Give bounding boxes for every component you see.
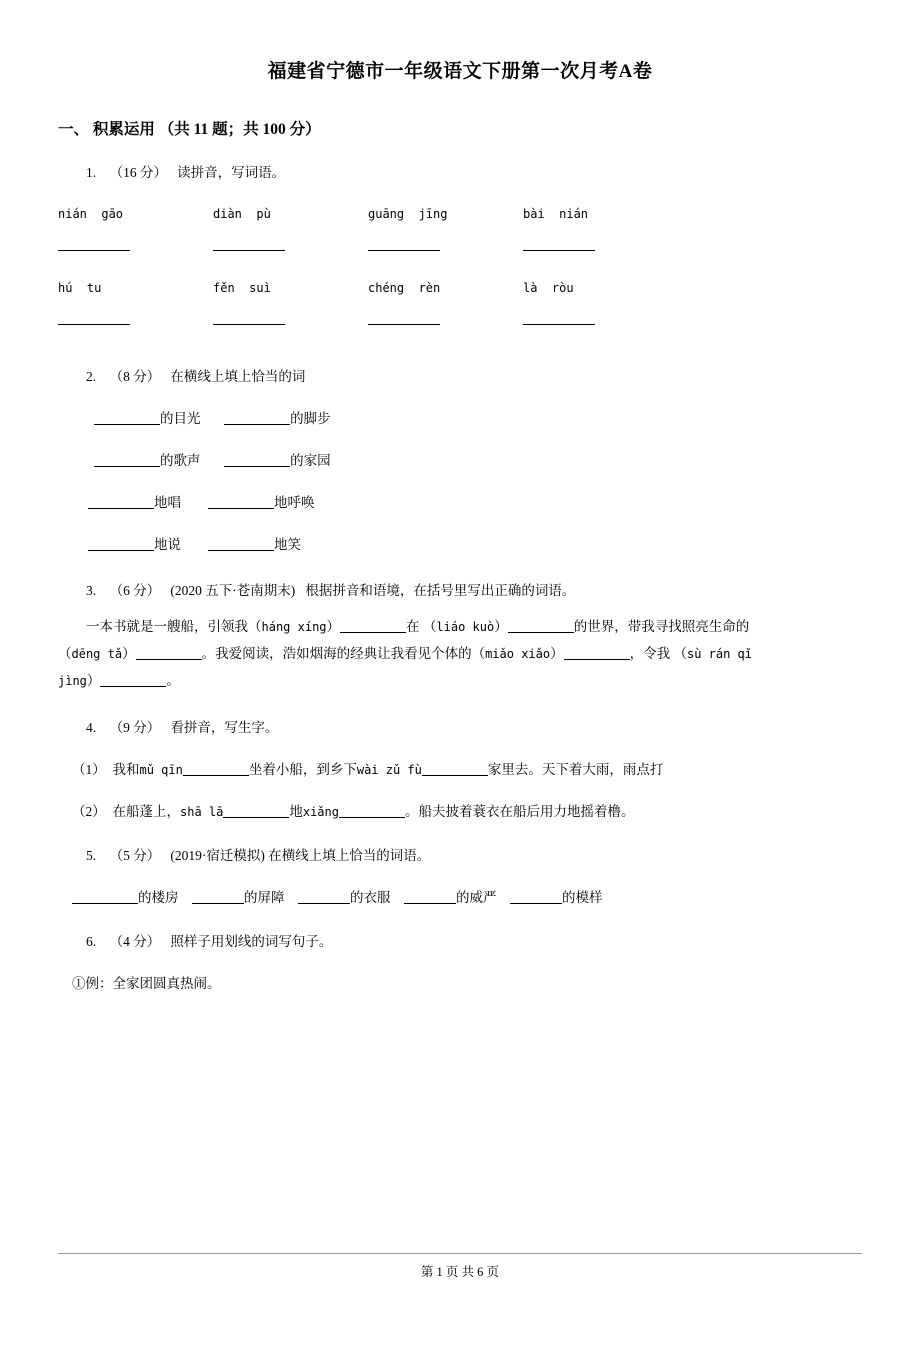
question-4-prompt <box>86 716 862 736</box>
pinyin-xiang: xiǎng <box>302 805 339 819</box>
question-4-sub-1 <box>72 758 862 778</box>
q3-text-f: （ <box>58 646 72 661</box>
q3-pinyin-miaoxiao: miǎo xiǎo <box>485 647 551 661</box>
question-2-number: 2. <box>86 369 97 384</box>
answer-blank[interactable] <box>224 411 290 425</box>
footer-divider <box>58 1253 862 1254</box>
question-6-prompt <box>86 930 862 950</box>
pinyin-item: diàn pù <box>213 207 271 221</box>
pinyin-waizufu: wài zǔ fù <box>356 763 422 777</box>
answer-blank[interactable] <box>404 890 456 904</box>
page-footer <box>0 1253 920 1280</box>
sub-label: （2） <box>72 804 106 819</box>
fill-label: 的模样 <box>562 890 603 905</box>
q3-text-b: ） <box>326 619 341 634</box>
fill-in-item <box>94 407 201 427</box>
question-5-score: （5 分） <box>109 848 161 863</box>
pinyin-shala: shā lā <box>180 805 224 819</box>
fill-label: 的屏障 <box>244 890 285 905</box>
fill-in-item <box>88 491 181 511</box>
fill-in-item <box>88 533 181 553</box>
answer-blank[interactable] <box>94 453 160 467</box>
page-title: 福建省宁德市一年级语文下册第一次月考A卷 <box>267 61 653 82</box>
fill-label: 的衣服 <box>350 890 391 905</box>
fill-label: 地笑 <box>274 537 301 552</box>
answer-blank[interactable] <box>72 890 138 904</box>
answer-blank[interactable] <box>564 646 630 660</box>
question-2-score: （8 分） <box>109 369 161 384</box>
fill-in-item <box>404 886 497 906</box>
q3-text-d: ） <box>494 619 508 634</box>
question-4-number: 4. <box>86 720 97 735</box>
fill-label: 的楼房 <box>138 890 179 905</box>
fill-in-item <box>224 449 331 469</box>
sub-label: （1） <box>72 762 106 777</box>
fill-label: 的威严 <box>456 890 497 905</box>
sub-text-a: 在船蓬上， <box>112 804 180 819</box>
pinyin-muqin: mǔ qīn <box>139 763 183 777</box>
question-3-source: (2020 五下·苍南期末) <box>170 583 296 598</box>
fill-label: 的家园 <box>290 453 331 468</box>
fill-in-item <box>510 886 603 906</box>
pinyin-row-2 <box>58 281 862 297</box>
answer-blank[interactable] <box>368 249 440 251</box>
question-2-row-3 <box>88 491 862 511</box>
q3-text-g: ） <box>122 646 136 661</box>
q3-pinyin-hangxing: háng xíng <box>261 620 327 634</box>
sub-text-c: 家里去。天下着大雨，雨点打 <box>487 762 664 777</box>
pinyin-row-1 <box>58 207 862 223</box>
answer-blank[interactable] <box>213 323 285 325</box>
section-heading: 一、 积累运用 （共 11 题；共 100 分） <box>58 121 321 138</box>
answer-blank[interactable] <box>192 890 244 904</box>
pinyin-item: bài nián <box>523 207 589 221</box>
question-5-prompt <box>86 844 862 864</box>
q3-text-a: 一本书就是一艘船，引领我（ <box>86 619 262 634</box>
fill-label: 的目光 <box>160 411 201 426</box>
fill-in-item <box>208 533 301 553</box>
fill-label: 地唱 <box>154 495 181 510</box>
fill-label: 的歌声 <box>160 453 201 468</box>
pinyin-item: guāng jīng <box>368 207 448 221</box>
question-1-number: 1. <box>86 165 97 180</box>
sub-text-c: 。船夫披着蓑衣在船后用力地摇着橹。 <box>404 804 635 819</box>
question-1-prompt <box>86 161 862 181</box>
q3-text-e: 的世界，带我寻找照亮生命的 <box>573 619 750 634</box>
answer-blank[interactable] <box>510 890 562 904</box>
fill-in-item <box>192 886 285 906</box>
q3-pinyin-dengta: dēng tǎ <box>71 647 123 661</box>
answer-blank[interactable] <box>368 323 440 325</box>
answer-blank[interactable] <box>523 249 595 251</box>
question-4-score: （9 分） <box>109 720 161 735</box>
answer-blank[interactable] <box>136 646 202 660</box>
q3-text-h: 。我爱阅读，浩如烟海的经典让我看见个体的（ <box>201 646 486 661</box>
answer-blank[interactable] <box>94 411 160 425</box>
fill-in-item <box>224 407 331 427</box>
pinyin-item: hú tu <box>58 281 102 295</box>
q3-text-l: 。 <box>166 673 180 688</box>
answer-blank[interactable] <box>58 249 130 251</box>
question-2-prompt <box>86 365 862 385</box>
page-number: 第 1 页 共 6 页 <box>420 1265 500 1279</box>
question-1-text: 读拼音，写词语。 <box>177 165 286 180</box>
answer-blank[interactable] <box>224 453 290 467</box>
answer-blank[interactable] <box>422 762 488 776</box>
answer-blank[interactable] <box>298 890 350 904</box>
sub-text-a: 我和 <box>112 762 140 777</box>
fill-in-item <box>72 886 179 906</box>
answer-blank[interactable] <box>183 762 249 776</box>
sub-text-b: 地 <box>289 804 303 819</box>
answer-blank-row-2 <box>58 323 862 337</box>
document-page <box>0 56 920 1358</box>
question-3-score: （6 分） <box>109 583 161 598</box>
answer-blank[interactable] <box>339 804 405 818</box>
question-3-body-cont <box>58 640 862 667</box>
q3-text-k: ） <box>86 673 101 688</box>
fill-label: 地说 <box>154 537 181 552</box>
answer-blank[interactable] <box>340 619 406 633</box>
question-4-sub-2 <box>72 800 862 820</box>
answer-blank-row-1 <box>58 249 862 263</box>
answer-blank[interactable] <box>88 495 154 509</box>
answer-blank[interactable] <box>100 673 166 687</box>
question-6-example <box>72 972 862 992</box>
question-3-body <box>86 613 862 640</box>
question-6-score: （4 分） <box>109 934 161 949</box>
answer-blank[interactable] <box>523 323 595 325</box>
question-2-row-1 <box>94 407 862 427</box>
fill-label: 地呼唤 <box>274 495 315 510</box>
answer-blank[interactable] <box>508 619 574 633</box>
answer-blank[interactable] <box>208 537 274 551</box>
q3-text-c: 在 （ <box>406 619 437 634</box>
q3-pinyin-liaokuo: liáo kuò <box>436 620 495 634</box>
question-6-text: 照样子用划线的词写句子。 <box>170 934 333 949</box>
question-6-number: 6. <box>86 934 97 949</box>
question-2-row-4 <box>88 533 862 553</box>
question-2-text: 在横线上填上恰当的词 <box>170 369 306 384</box>
question-3-body-cont2 <box>58 667 862 694</box>
question-5-number: 5. <box>86 848 97 863</box>
question-5-fill-row <box>72 886 862 906</box>
question-4-text: 看拼音，写生字。 <box>170 720 279 735</box>
question-3-text: 根据拼音和语境，在括号里写出正确的词语。 <box>305 583 576 598</box>
pinyin-item: chéng rèn <box>368 281 441 295</box>
pinyin-item: fěn suì <box>213 281 271 295</box>
answer-blank[interactable] <box>88 537 154 551</box>
q3-pinyin-suranqijing: sù rán qǐ <box>686 647 753 661</box>
fill-in-item <box>208 491 315 511</box>
answer-blank[interactable] <box>223 804 289 818</box>
q3-text-i: ） <box>550 646 564 661</box>
fill-in-item <box>94 449 201 469</box>
question-3-number: 3. <box>86 583 97 598</box>
question-3-prompt <box>86 579 862 599</box>
q3-pinyin-jing: jìng <box>58 674 87 688</box>
question-2-row-2 <box>94 449 862 469</box>
pinyin-item: nián gāo <box>58 207 124 221</box>
question-5-source: (2019·宿迁模拟) <box>170 848 265 863</box>
fill-in-item <box>298 886 391 906</box>
fill-label: 的脚步 <box>290 411 331 426</box>
answer-blank[interactable] <box>208 495 274 509</box>
answer-blank[interactable] <box>58 323 130 325</box>
pinyin-item: là ròu <box>523 281 574 295</box>
answer-blank[interactable] <box>213 249 285 251</box>
q3-text-j: ，令我 （ <box>629 646 687 661</box>
sub-text-b: 坐着小船，到乡下 <box>248 762 357 777</box>
example-text: ①例：全家团圆真热闹。 <box>72 976 221 991</box>
question-5-text: 在横线上填上恰当的词语。 <box>268 848 431 863</box>
question-1-score: （16 分） <box>109 165 167 180</box>
